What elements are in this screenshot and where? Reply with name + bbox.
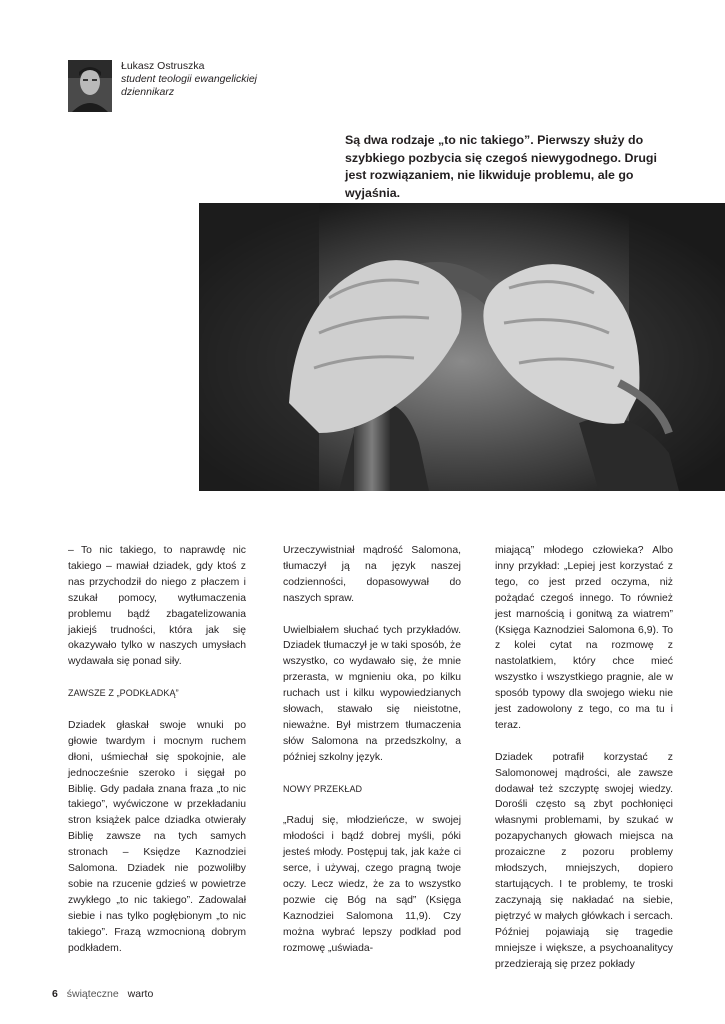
hands-on-cane-photo bbox=[199, 203, 725, 491]
page-number: 6 bbox=[52, 988, 58, 1000]
paragraph: miającą” młodego człowieka? Albo inny przykład: „Lepiej jest korzystać z tego, co jest przed oczyma, niż pożądać czegoś innego. To również jest marnością i gonitwą za wiatrem” (Księga Kaznodziei Salomona 6,9). To z kolei cytat na rozmowę z nastolatkiem, który chce mieć wszystko i wszystkiego pragnie, ale w sposób typowy dla swojego wieku nie jest zadowolony z tego, co ma tu i teraz. bbox=[495, 545, 673, 731]
lead-paragraph: Są dwa rodzaje „to nic takiego”. Pierwszy służy do szybkiego pozbycia się czegoś niewygodnego. Drugi jest rozwiązaniem, nie likwiduje problemu, ale go wyjaśnia. bbox=[345, 133, 657, 200]
text-column-2 bbox=[283, 543, 461, 972]
page-footer bbox=[52, 988, 153, 1000]
text-column-1 bbox=[68, 543, 246, 972]
paragraph: Dziadek potrafił korzystać z Salomonowej mądrości, ale zawsze dodawał też szczyptę swojej wiedzy. Dorośli często są zbyt pochłonięci własnymi problemami, by szukać w pozapychanych głowach miejsca na prozaiczne z pozoru problemy młodszych, mniejszych, dopiero startujących. I te problemy, te troski zaczynają się nakładać na siebie, piętrzyć w małych główkach i sercach. Później pojawiają się tragedie mniejsze i większe, a psychoanalitycy przedzierają się przez pokłady bbox=[495, 751, 673, 970]
author-name: Łukasz Ostruszka bbox=[121, 60, 205, 72]
magazine-name-part: warto bbox=[127, 988, 154, 1000]
paragraph: „Raduj się, młodzieńcze, w swojej młodości i bądź dobrej myśli, póki jesteś młody. Postępuj tak, jak każe ci serce, i używaj, czego pragną twoje oczy. Lecz wiedz, że za to wszystko pozwie cię Bóg na sąd” (Księga Kaznodziei Salomona 11,9). Czy można wybrać lepszy podkład pod rozmowę „uświada- bbox=[283, 815, 461, 954]
magazine-name-part: świąteczne bbox=[66, 988, 119, 1000]
paragraph: Uwielbiałem słuchać tych przykładów. Dziadek tłumaczył je w taki sposób, że wszystko, co wydawało się, że mnie przerasta, w mgnieniu oka, po kilku ruchach ust i kilku wypowiedzianych słowach, stawało się nieistotne, nieważne. Był mistrzem tłumaczenia słów Salomona na przedszkolny, a później szkolny język. bbox=[283, 624, 461, 763]
author-role: student teologii ewangelickiej bbox=[121, 73, 258, 85]
paragraph: Urzeczywistniał mądrość Salomona, tłumaczył ją na język naszej codzienności, dopasowywał do naszych spraw. bbox=[283, 545, 461, 604]
paragraph: Dziadek głaskał swoje wnuki po głowie twardym i mocnym ruchem dłoni, uśmiechał się spokojnie, ale jednocześnie szeroko i sięgał po Biblię. Gdy padała znana fraza „to nic takiego”, wyćwiczone w przekładaniu stron książek palce dziadka otwierały Biblię zawsze na tych samych stronach – Księdze Kaznodziei Salomona. Dziadek nie pozwoliłby sobie na rzucenie gdzieś w powietrze zwykłego „to nic takiego”. Zadowalał siebie i nas tylko pogłębionym „to nic takiego”. Frazą wzmocnioną dobrym podkładem. bbox=[68, 719, 246, 954]
author-box bbox=[68, 60, 368, 114]
author-portrait bbox=[68, 60, 112, 112]
author-role: dziennikarz bbox=[121, 86, 175, 98]
paragraph: – To nic takiego, to naprawdę nic takiego – mawiał dziadek, gdy ktoś z nas przychodził do niego z płaczem i szukał pomocy, wytłumaczenia problemu bądź zbagatelizowania jakiejś trudności, która jak się okazywało tylko w naszych umysłach wydawała się ponad siły. bbox=[68, 545, 246, 668]
text-column-3 bbox=[495, 543, 673, 988]
section-heading: ZAWSZE Z „PODKŁADKĄ” bbox=[68, 688, 179, 699]
section-heading: NOWY PRZEKŁAD bbox=[283, 783, 363, 794]
